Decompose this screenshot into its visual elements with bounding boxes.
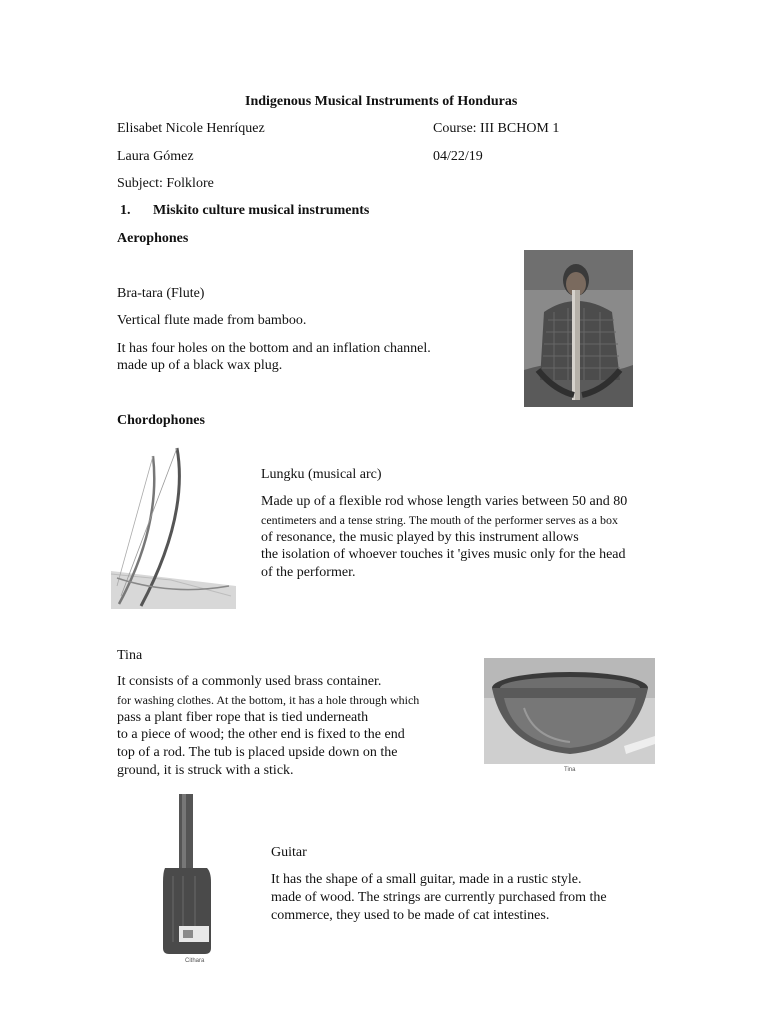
- lungku-name: Lungku (musical arc): [261, 467, 382, 482]
- aerophones-heading: Aerophones: [117, 231, 189, 246]
- guitar-photo: [117, 792, 234, 955]
- guitar-photo-caption: Cithara: [185, 958, 205, 964]
- section-number: 1.: [120, 203, 131, 218]
- tina-tub-photo: [484, 658, 655, 764]
- guitar-desc-2: made of wood. The strings are currently purchased from the: [271, 890, 607, 905]
- tina-desc-2: for washing clothes. At the bottom, it has a hole through which: [117, 693, 420, 707]
- course-label: Course: III BCHOM 1: [433, 121, 560, 136]
- flute-desc-1: Vertical flute made from bamboo.: [117, 313, 307, 328]
- lungku-musical-arc-photo: [111, 446, 236, 609]
- guitar-desc-1: It has the shape of a small guitar, made in a rustic style.: [271, 872, 582, 887]
- document-title: Indigenous Musical Instruments of Honduras: [245, 94, 518, 109]
- subject-label: Subject: Folklore: [117, 176, 214, 191]
- tina-desc-4: to a piece of wood; the other end is fixed to the end: [117, 727, 405, 742]
- lungku-desc-3: of resonance, the music played by this instrument allows: [261, 530, 579, 545]
- tina-desc-5: top of a rod. The tub is placed upside down on the: [117, 745, 398, 760]
- tina-desc-6: ground, it is struck with a stick.: [117, 763, 294, 778]
- flute-desc-2: It has four holes on the bottom and an inflation channel.: [117, 341, 431, 356]
- author-name-1: Elisabet Nicole Henríquez: [117, 121, 265, 136]
- flute-name: Bra-tara (Flute): [117, 286, 205, 301]
- lungku-desc-5: of the performer.: [261, 565, 356, 580]
- flute-desc-3: made up of a black wax plug.: [117, 358, 283, 373]
- lungku-desc-1: Made up of a flexible rod whose length varies between 50 and 80: [261, 494, 628, 509]
- flute-player-photo: [524, 250, 633, 407]
- lungku-desc-2: centimeters and a tense string. The mouth of the performer serves as a box: [261, 513, 618, 527]
- document-date: 04/22/19: [433, 149, 483, 164]
- tina-desc-3: pass a plant fiber rope that is tied underneath: [117, 710, 369, 725]
- author-name-2: Laura Gómez: [117, 149, 194, 164]
- guitar-name: Guitar: [271, 845, 307, 860]
- tina-photo-caption: Tina: [564, 767, 576, 773]
- chordophones-heading: Chordophones: [117, 413, 205, 428]
- lungku-desc-4: the isolation of whoever touches it 'gives music only for the head: [261, 547, 626, 562]
- guitar-desc-3: commerce, they used to be made of cat intestines.: [271, 908, 550, 923]
- tina-name: Tina: [117, 648, 143, 663]
- tina-desc-1: It consists of a commonly used brass container.: [117, 674, 382, 689]
- section-title: Miskito culture musical instruments: [153, 203, 370, 218]
